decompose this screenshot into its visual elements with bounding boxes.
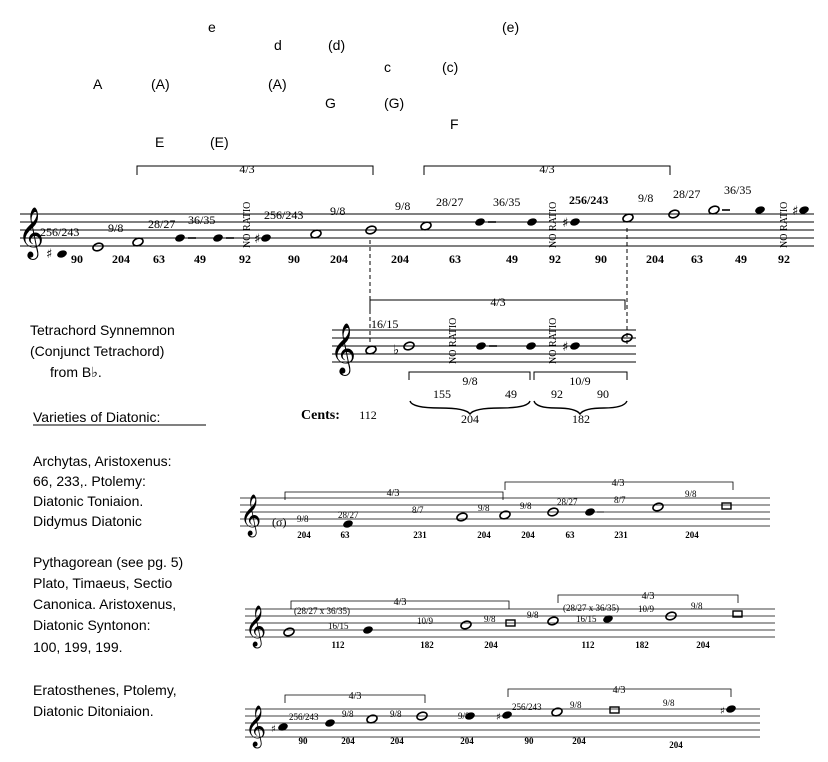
svg-text:9/8: 9/8 bbox=[663, 698, 675, 708]
svg-text:Canonica. Aristoxenus,: Canonica. Aristoxenus, bbox=[33, 596, 177, 612]
no-ratio-label: NO RATIO bbox=[548, 317, 559, 364]
svg-text:100, 199, 199.: 100, 199, 199. bbox=[33, 639, 123, 655]
synnemenon-staff bbox=[301, 295, 636, 426]
ratio-label: 36/35 bbox=[493, 195, 521, 209]
paren-note: (σ) bbox=[272, 515, 287, 529]
svg-text:9/8: 9/8 bbox=[458, 711, 470, 721]
svg-text:Archytas, Aristoxenus:: Archytas, Aristoxenus: bbox=[33, 453, 172, 469]
sharp-icon: ♯ bbox=[46, 247, 53, 262]
svg-text:28/27: 28/27 bbox=[557, 497, 578, 507]
svg-text:204: 204 bbox=[297, 530, 311, 540]
no-ratio-label: NO RATIO bbox=[548, 201, 559, 248]
svg-text:231: 231 bbox=[413, 530, 427, 540]
cents-value: 49 bbox=[505, 387, 517, 401]
cents-total: 182 bbox=[572, 412, 590, 426]
pitch-label: F bbox=[450, 116, 459, 132]
svg-text:4/3: 4/3 bbox=[348, 691, 362, 702]
variety-staff-2 bbox=[245, 591, 775, 650]
pitch-label: G bbox=[325, 95, 336, 111]
cents-value: 92 bbox=[551, 387, 563, 401]
svg-text:256/243: 256/243 bbox=[512, 702, 542, 712]
variety-description bbox=[33, 554, 183, 655]
pitch-label: (e) bbox=[502, 19, 520, 35]
cents-value: 90 bbox=[597, 387, 609, 401]
svg-text:8/7: 8/7 bbox=[614, 495, 626, 505]
treble-clef-icon: 𝄞 bbox=[18, 207, 45, 258]
svg-text:16/15: 16/15 bbox=[328, 621, 349, 631]
treble-clef-icon: 𝄞 bbox=[240, 495, 262, 536]
sharp-icon: ♯ bbox=[562, 340, 569, 355]
svg-text:9/8: 9/8 bbox=[570, 700, 582, 710]
svg-text:♯: ♯ bbox=[496, 712, 501, 723]
svg-text:204: 204 bbox=[484, 640, 498, 650]
pitch-label: e bbox=[208, 19, 216, 35]
cents-label: Cents: bbox=[301, 408, 340, 423]
flat-icon: ♭ bbox=[393, 343, 400, 358]
svg-text:28/27: 28/27 bbox=[338, 510, 359, 520]
svg-text:204: 204 bbox=[669, 740, 683, 750]
svg-text:9/8: 9/8 bbox=[527, 610, 539, 620]
bracket-label: 4/3 bbox=[490, 295, 506, 309]
svg-text:10/9: 10/9 bbox=[638, 604, 655, 614]
cents-value: 90 bbox=[595, 252, 607, 266]
pitch-label: (c) bbox=[442, 59, 459, 75]
svg-text:204: 204 bbox=[477, 530, 491, 540]
svg-text:9/8: 9/8 bbox=[478, 503, 490, 513]
pitch-label: c bbox=[384, 59, 391, 75]
svg-text:63: 63 bbox=[340, 530, 350, 540]
svg-text:Plato, Timaeus, Sectio: Plato, Timaeus, Sectio bbox=[33, 575, 173, 591]
span-ratio: 10/9 bbox=[569, 374, 591, 388]
svg-text:Diatonic Syntonon:: Diatonic Syntonon: bbox=[33, 617, 151, 633]
svg-text:Pythagorean (see pg. 5): Pythagorean (see pg. 5) bbox=[33, 554, 184, 570]
svg-text:90: 90 bbox=[298, 736, 308, 746]
svg-text:112: 112 bbox=[581, 640, 595, 650]
svg-text:182: 182 bbox=[420, 640, 434, 650]
cents-value: 92 bbox=[778, 252, 790, 266]
cents-value: 63 bbox=[153, 252, 165, 266]
bracket-label: 4/3 bbox=[611, 478, 625, 489]
staff-lines bbox=[20, 214, 814, 246]
pitch-label: (E) bbox=[210, 134, 229, 150]
pitch-label: (A) bbox=[268, 76, 287, 92]
svg-text:204: 204 bbox=[696, 640, 710, 650]
svg-text:112: 112 bbox=[331, 640, 345, 650]
title-line: Tetrachord Synnemnon bbox=[30, 322, 175, 338]
ratio-label: 36/35 bbox=[188, 213, 216, 227]
ratio-label: 9/8 bbox=[330, 204, 346, 218]
cents-value: 90 bbox=[288, 252, 300, 266]
cents-value: 49 bbox=[506, 252, 518, 266]
span-ratio: 9/8 bbox=[462, 374, 478, 388]
ratio-label: 36/35 bbox=[724, 183, 752, 197]
bracket-label: 4/3 bbox=[386, 488, 400, 499]
ratio-label: 256/243 bbox=[569, 193, 609, 207]
variety-staff-1 bbox=[240, 478, 770, 540]
cents-value: 92 bbox=[549, 252, 561, 266]
cents-value: 90 bbox=[71, 252, 83, 266]
ratio-label: 9/8 bbox=[108, 221, 124, 235]
ratio-labels bbox=[40, 183, 751, 239]
bracket-line bbox=[137, 166, 373, 175]
svg-text:♯: ♯ bbox=[720, 706, 725, 717]
ratio-label: 256/243 bbox=[40, 225, 80, 239]
svg-text:Diatonic Toniaion.: Diatonic Toniaion. bbox=[33, 493, 144, 509]
svg-text:9/8: 9/8 bbox=[520, 501, 532, 511]
pitch-labels bbox=[93, 19, 519, 150]
svg-text:231: 231 bbox=[614, 530, 628, 540]
cents-value: 63 bbox=[691, 252, 703, 266]
variety-staff-3 bbox=[245, 685, 760, 750]
svg-text:10/9: 10/9 bbox=[417, 616, 434, 626]
cents-value: 204 bbox=[391, 252, 409, 266]
svg-text:182: 182 bbox=[635, 640, 649, 650]
svg-text:66, 233,. Ptolemy:: 66, 233,. Ptolemy: bbox=[33, 473, 146, 489]
svg-text:♯: ♯ bbox=[271, 724, 276, 735]
cents-value: 49 bbox=[194, 252, 206, 266]
svg-text:Diatonic Ditoniaion.: Diatonic Ditoniaion. bbox=[33, 703, 154, 719]
svg-text:Didymus Diatonic: Didymus Diatonic bbox=[33, 513, 142, 529]
pitch-label: (d) bbox=[328, 37, 346, 53]
varieties-heading: Varieties of Diatonic: bbox=[33, 409, 161, 425]
pitch-label: d bbox=[274, 37, 282, 53]
svg-text:204: 204 bbox=[521, 530, 535, 540]
svg-text:16/15: 16/15 bbox=[576, 614, 597, 624]
no-ratio-label: NO RATIO bbox=[448, 317, 459, 364]
ratio-label: 28/27 bbox=[673, 187, 701, 201]
cents-value: 63 bbox=[449, 252, 461, 266]
bracket-label: 4/3 bbox=[239, 162, 255, 176]
cents-value: 204 bbox=[646, 252, 664, 266]
svg-text:4/3: 4/3 bbox=[393, 597, 407, 608]
variety-description bbox=[33, 682, 177, 719]
ratio-label: 9/8 bbox=[395, 199, 411, 213]
ratio-label: 28/27 bbox=[436, 195, 464, 209]
treble-clef-icon: 𝄞 bbox=[245, 606, 267, 647]
svg-text:9/8: 9/8 bbox=[685, 489, 697, 499]
ratio-label: 256/243 bbox=[264, 208, 304, 222]
pitch-label: (G) bbox=[384, 95, 405, 111]
svg-text:9/8: 9/8 bbox=[691, 601, 703, 611]
ratio-label: 16/15 bbox=[371, 317, 399, 331]
svg-text:90: 90 bbox=[524, 736, 534, 746]
main-staff bbox=[18, 162, 814, 345]
sharp-icon: ♯ bbox=[562, 216, 569, 231]
title-line: (Conjunct Tetrachord) bbox=[30, 343, 165, 359]
cents-row bbox=[71, 252, 790, 266]
pitch-label: E bbox=[155, 134, 165, 150]
treble-clef-icon: 𝄞 bbox=[330, 323, 357, 374]
pitch-label: A bbox=[93, 76, 103, 92]
sharp-icon: ♯ bbox=[254, 232, 261, 247]
svg-text:9/8: 9/8 bbox=[297, 514, 309, 524]
svg-text:204: 204 bbox=[685, 530, 699, 540]
ratio-label: 28/27 bbox=[148, 217, 176, 231]
no-ratio-label: NO RATIO bbox=[779, 201, 790, 248]
svg-text:(28/27 x 36/35): (28/27 x 36/35) bbox=[294, 606, 350, 616]
svg-text:256/243: 256/243 bbox=[289, 712, 319, 722]
cents-value: 204 bbox=[330, 252, 348, 266]
title-line: from B♭. bbox=[50, 364, 102, 380]
svg-text:204: 204 bbox=[460, 736, 474, 746]
cents-value: 49 bbox=[735, 252, 747, 266]
svg-text:8/7: 8/7 bbox=[412, 505, 424, 515]
svg-text:4/3: 4/3 bbox=[641, 591, 655, 602]
bracket-label: 4/3 bbox=[539, 162, 555, 176]
pitch-label: (A) bbox=[151, 76, 170, 92]
no-ratio-label: NO RATIO bbox=[242, 201, 253, 248]
svg-text:(28/27 x 36/35): (28/27 x 36/35) bbox=[563, 603, 619, 613]
treble-clef-icon: 𝄞 bbox=[245, 706, 267, 747]
svg-text:204: 204 bbox=[390, 736, 404, 746]
ratio-label: 9/8 bbox=[638, 191, 654, 205]
cents-total: 204 bbox=[461, 412, 479, 426]
svg-text:Eratosthenes, Ptolemy,: Eratosthenes, Ptolemy, bbox=[33, 682, 177, 698]
synnemenon-title bbox=[30, 322, 175, 380]
sharp-icon: ♯ bbox=[792, 204, 799, 219]
cents-value: 92 bbox=[239, 252, 251, 266]
svg-text:9/8: 9/8 bbox=[390, 709, 402, 719]
svg-text:204: 204 bbox=[341, 736, 355, 746]
svg-text:9/8: 9/8 bbox=[342, 709, 354, 719]
svg-text:9/8: 9/8 bbox=[484, 614, 496, 624]
cents-value: 112 bbox=[359, 408, 377, 422]
svg-text:4/3: 4/3 bbox=[612, 685, 626, 696]
variety-description bbox=[33, 453, 172, 529]
svg-text:204: 204 bbox=[572, 736, 586, 746]
svg-text:63: 63 bbox=[565, 530, 575, 540]
cents-value: 204 bbox=[112, 252, 130, 266]
cents-value: 155 bbox=[433, 387, 451, 401]
